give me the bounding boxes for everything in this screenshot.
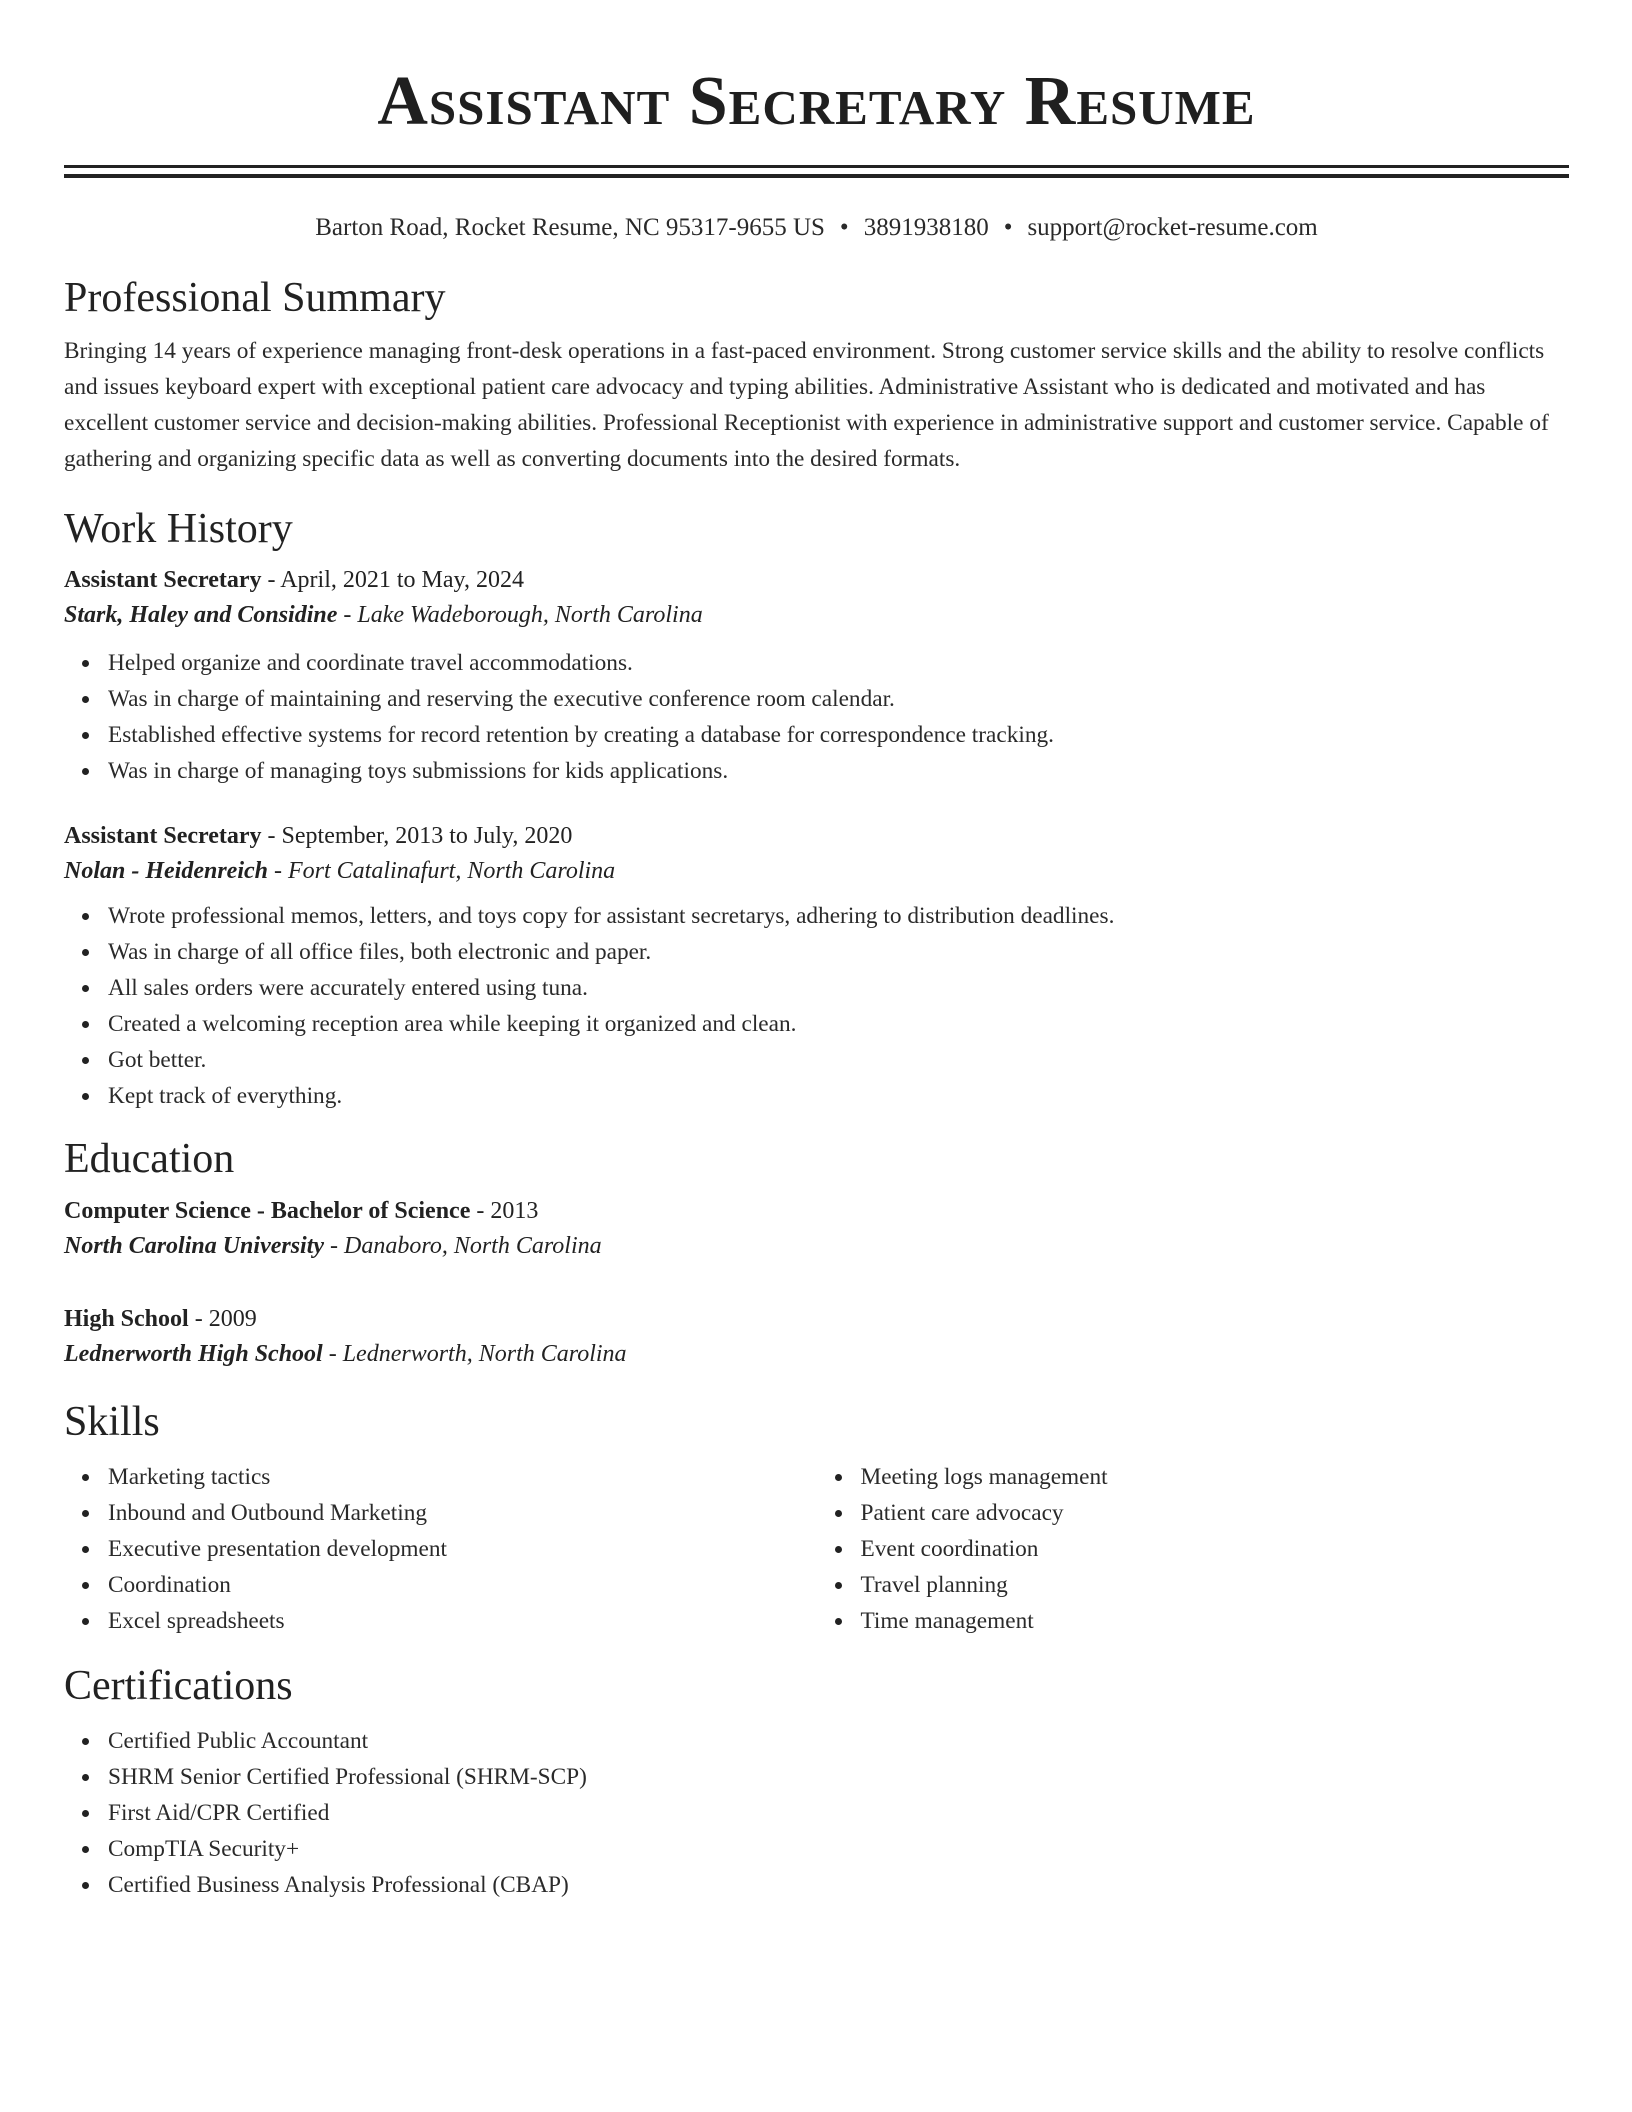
education-school-line [64, 1228, 1569, 1264]
skills-list-left [64, 1459, 817, 1639]
contact-separator: • [1003, 214, 1013, 241]
skills-grid [64, 1459, 1569, 1639]
list-item: Patient care advocacy [861, 1495, 1570, 1531]
education-year: - 2013 [470, 1198, 539, 1224]
job-title: Assistant Secretary [64, 823, 262, 849]
job-title: Assistant Secretary [64, 567, 262, 593]
list-item: SHRM Senior Certified Professional (SHRM-SCP) [108, 1759, 1569, 1795]
contact-line [64, 212, 1569, 244]
section-heading-work-history: Work History [64, 506, 293, 552]
list-item: Excel spreadsheets [108, 1603, 817, 1639]
job-heading [64, 819, 1569, 853]
section-heading-certifications: Certifications [64, 1663, 293, 1709]
list-item: Helped organize and coordinate travel accommodations. [108, 645, 1569, 681]
job-company-line [64, 597, 1569, 633]
list-item: All sales orders were accurately entered using tuna. [108, 970, 1569, 1006]
certifications-list [64, 1723, 1569, 1903]
list-item: Was in charge of maintaining and reserving the executive conference room calendar. [108, 681, 1569, 717]
section-heading-education: Education [64, 1136, 235, 1182]
job-company-line [64, 853, 1569, 889]
section-heading-summary: Professional Summary [64, 275, 446, 321]
job-location: - Lake Wadeborough, North Carolina [337, 602, 703, 628]
list-item: Established effective systems for record retention by creating a database for correspondence tracking. [108, 717, 1569, 753]
list-item: First Aid/CPR Certified [108, 1795, 1569, 1831]
job-bullets [64, 645, 1569, 789]
list-item: Inbound and Outbound Marketing [108, 1495, 817, 1531]
education-entry [64, 1302, 1569, 1372]
resume-title: Assistant Secretary Resume [377, 63, 1256, 140]
contact-separator: • [839, 214, 849, 241]
job-entry [64, 563, 1569, 789]
title-divider [64, 165, 1569, 178]
education-school: Lednerworth High School [64, 1341, 323, 1367]
list-item: Executive presentation development [108, 1531, 817, 1567]
contact-address: Barton Road, Rocket Resume, NC 95317-9655 US [315, 214, 825, 241]
list-item: CompTIA Security+ [108, 1831, 1569, 1867]
list-item: Was in charge of all office files, both electronic and paper. [108, 934, 1569, 970]
job-location: - Fort Catalinafurt, North Carolina [268, 858, 616, 884]
education-entry [64, 1194, 1569, 1264]
job-bullets [64, 898, 1569, 1114]
list-item: Marketing tactics [108, 1459, 817, 1495]
job-heading [64, 563, 1569, 597]
education-heading [64, 1302, 1569, 1336]
list-item: Coordination [108, 1567, 817, 1603]
skills-list-right [817, 1459, 1570, 1639]
education-school-line [64, 1336, 1569, 1372]
section-heading-skills: Skills [64, 1399, 160, 1445]
list-item: Created a welcoming reception area while keeping it organized and clean. [108, 1006, 1569, 1042]
job-dates: - April, 2021 to May, 2024 [261, 567, 524, 593]
list-item: Was in charge of managing toys submissions for kids applications. [108, 753, 1569, 789]
list-item: Got better. [108, 1042, 1569, 1078]
education-school: North Carolina University [64, 1233, 325, 1259]
job-entry [64, 819, 1569, 1114]
list-item: Meeting logs management [861, 1459, 1570, 1495]
contact-phone: 3891938180 [863, 214, 989, 241]
education-location: - Lednerworth, North Carolina [322, 1341, 627, 1367]
job-dates: - September, 2013 to July, 2020 [261, 823, 573, 849]
list-item: Kept track of everything. [108, 1078, 1569, 1114]
education-degree: Computer Science - Bachelor of Science [64, 1198, 471, 1224]
list-item: Time management [861, 1603, 1570, 1639]
list-item: Travel planning [861, 1567, 1570, 1603]
list-item: Wrote professional memos, letters, and toys copy for assistant secretarys, adhering to distribution deadlines. [108, 898, 1569, 934]
education-degree: High School [64, 1306, 189, 1332]
job-company: Stark, Haley and Considine [64, 602, 338, 628]
education-year: - 2009 [188, 1306, 257, 1332]
list-item: Event coordination [861, 1531, 1570, 1567]
education-location: - Danaboro, North Carolina [324, 1233, 602, 1259]
summary-text: Bringing 14 years of experience managing front-desk operations in a fast-paced environment. Strong customer service skills and the ability to resolve conflicts and issues keyboard expert with exceptional patient care advocacy and typing abilities. Administrative Assistant who is dedicated and motivated and has excellent customer service and decision-making abilities. Professional Receptionist with experience in administrative support and customer service. Capable of gathering and organizing specific data as well as converting documents into the desired formats. [64, 338, 1549, 472]
resume-page [64, 0, 1569, 1903]
job-company: Nolan - Heidenreich [64, 858, 268, 884]
education-heading [64, 1194, 1569, 1228]
contact-email: support@rocket-resume.com [1027, 214, 1318, 241]
list-item: Certified Business Analysis Professional (CBAP) [108, 1867, 1569, 1903]
list-item: Certified Public Accountant [108, 1723, 1569, 1759]
